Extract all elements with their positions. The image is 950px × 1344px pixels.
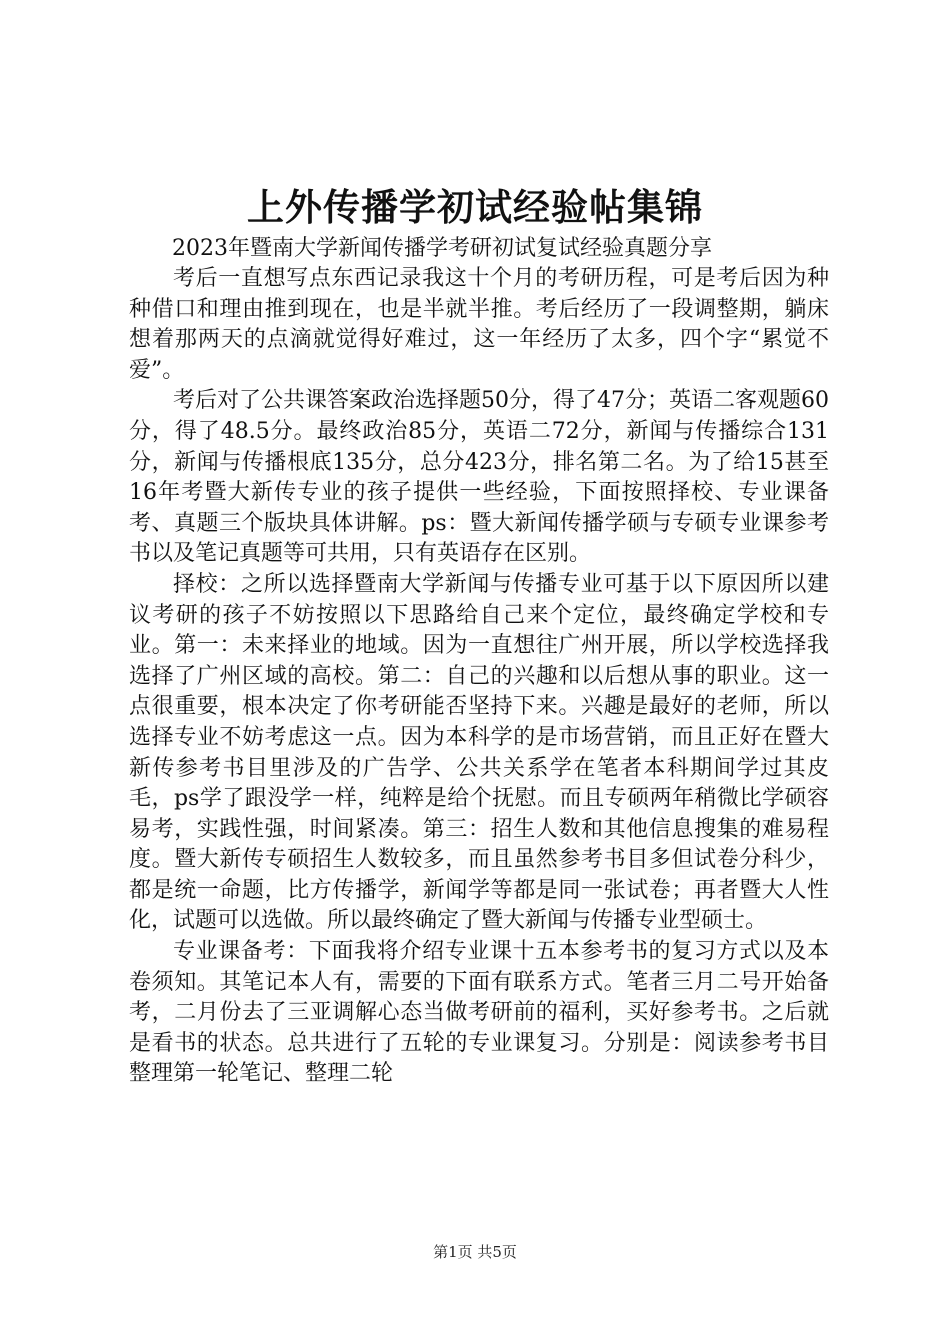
page-number-footer: 第1页 共5页 xyxy=(433,1243,517,1261)
document-body xyxy=(129,264,829,1090)
paragraph-scores: 考后对了公共课答案政治选择题50分，得了47分；英语二客观题60分，得了48.5分。最终政治85分，英语二72分，新闻与传播综合131分，新闻与传播根底135分，总分423分，排名第二名。为了给15甚至16年考暨大新传专业的孩子提供一些经验，下面按照择校、专业课备考、真题三个版块具体讲解。ps：暨大新闻传播学硕与专硕专业课参考书以及笔记真题等可共用，只有英语存在区别。 xyxy=(129,388,829,567)
paragraph-school-choice: 择校：之所以选择暨南大学新闻与传播专业可基于以下原因所以建议考研的孩子不妨按照以下思路给自己来个定位，最终确定学校和专业。第一：未来择业的地域。因为一直想往广州开展，所以学校选择我选择了广州区域的高校。第二：自己的兴趣和以后想从事的职业。这一点很重要，根本决定了你考研能否坚持下来。兴趣是最好的老师，所以选择专业不妨考虑这一点。因为本科学的是市场营销，而且正好在暨大新传参考书目里涉及的广告学、公共关系学在笔者本科期间学过其皮毛，ps学了跟没学一样，纯粹是给个抚慰。而且专硕两年稍微比学硕容易考，实践性强，时间紧凑。第三：招生人数和其他信息搜集的难易程度。暨大新传专硕招生人数较多，而且虽然参考书目多但试卷分科少，都是统一命题，比方传播学，新闻学等都是同一张试卷；再者暨大人性化，试题可以选做。所以最终确定了暨大新闻与传播专业型硕士。 xyxy=(129,571,829,934)
paragraph-intro: 考后一直想写点东西记录我这十个月的考研历程，可是考后因为种种借口和理由推到现在，也是半就半推。考后经历了一段调整期，躺床想着那两天的点滴就觉得好难过，这一年经历了太多，四个字“累觉不爱”。 xyxy=(129,266,829,383)
paragraph-course-prep: 专业课备考：下面我将介绍专业课十五本参考书的复习方式以及本卷须知。其笔记本人有，需要的下面有联系方式。笔者三月二号开始备考，二月份去了三亚调解心态当做考研前的福利，买好参考书。之后就是看书的状态。总共进行了五轮的专业课复习。分别是：阅读参考书目整理第一轮笔记、整理二轮 xyxy=(129,939,829,1087)
document-title: 上外传播学初试经验帖集锦 xyxy=(247,185,703,229)
document-subtitle: 2023年暨南大学新闻传播学考研初试复试经验真题分享 xyxy=(172,236,712,261)
